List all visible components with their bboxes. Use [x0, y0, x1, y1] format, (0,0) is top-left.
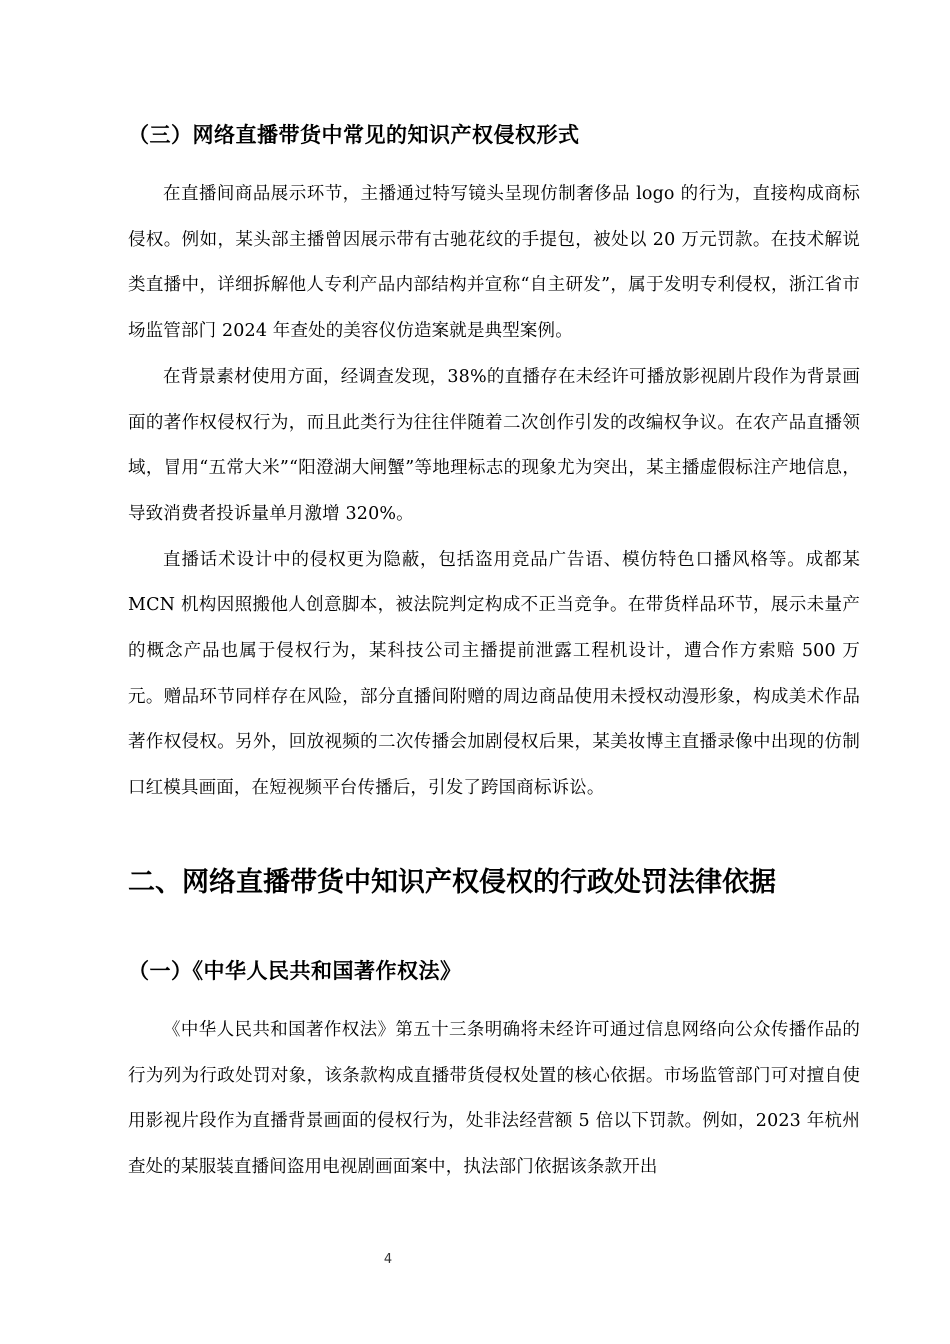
paragraph: 直播话术设计中的侵权更为隐蔽，包括盗用竞品广告语、模仿特色口播风格等。成都某 MCN 机构因照搬他人创意脚本，被法院判定构成不正当竞争。在带货样品环节，展示未量产的概念产品也属于侵权行为，某科技公司主播提前泄露工程机设计，遭合作方索赔 500 万元。赠品环节同样存在风险，部分直播间附赠的周边商品使用未授权动漫形象，构成美术作品著作权侵权。另外，回放视频的二次传播会加剧侵权后果，某美妆博主直播录像中出现的仿制口红模具画面，在短视频平台传播后，引发了跨国商标诉讼。 — [128, 549, 860, 799]
paragraph: 《中华人民共和国著作权法》第五十三条明确将未经许可通过信息网络向公众传播作品的行为列为行政处罚对象，该条款构成直播带货侵权处置的核心依据。市场监管部门可对擅自使用影视片段作为直播背景画面的侵权行为，处非法经营额 5 倍以下罚款。例如，2023 年杭州查处的某服装直播间盗用电视剧画面案中，执法部门依据该条款开出 — [128, 1019, 860, 1177]
page-content — [128, 116, 860, 1191]
spacer — [128, 812, 860, 860]
spacer — [128, 906, 860, 952]
spacer — [128, 990, 860, 1008]
page-number: 4 — [383, 1252, 393, 1267]
paragraph: 在背景素材使用方面，经调查发现，38%的直播存在未经许可播放影视剧片段作为背景画面的著作权侵权行为，而且此类行为往往伴随着二次创作引发的改编权争议。在农产品直播领域，冒用“五常大米”“阳澄湖大闸蟹”等地理标志的现象尤为突出，某主播虚假标注产地信息，导致消费者投诉量单月激增 320%。 — [128, 366, 860, 524]
subsection-heading-3: （三）网络直播带货中常见的知识产权侵权形式 — [128, 123, 580, 147]
subsection-heading-1: （一）《中华人民共和国著作权法》 — [128, 958, 462, 983]
spacer — [128, 154, 860, 172]
paragraph: 在直播间商品展示环节，主播通过特写镜头呈现仿制奢侈品 logo 的行为，直接构成商标侵权。例如，某头部主播曾因展示带有古驰花纹的手提包，被处以 20 万元罚款。在技术解说类直播中，详细拆解他人专利产品内部结构并宣称“自主研发”，属于发明专利侵权，浙江省市场监管部门 2024 年查处的美容仪仿造案就是典型案例。 — [128, 184, 860, 342]
section-heading-2: 二、网络直播带货中知识产权侵权的行政处罚法律依据 — [128, 866, 776, 898]
